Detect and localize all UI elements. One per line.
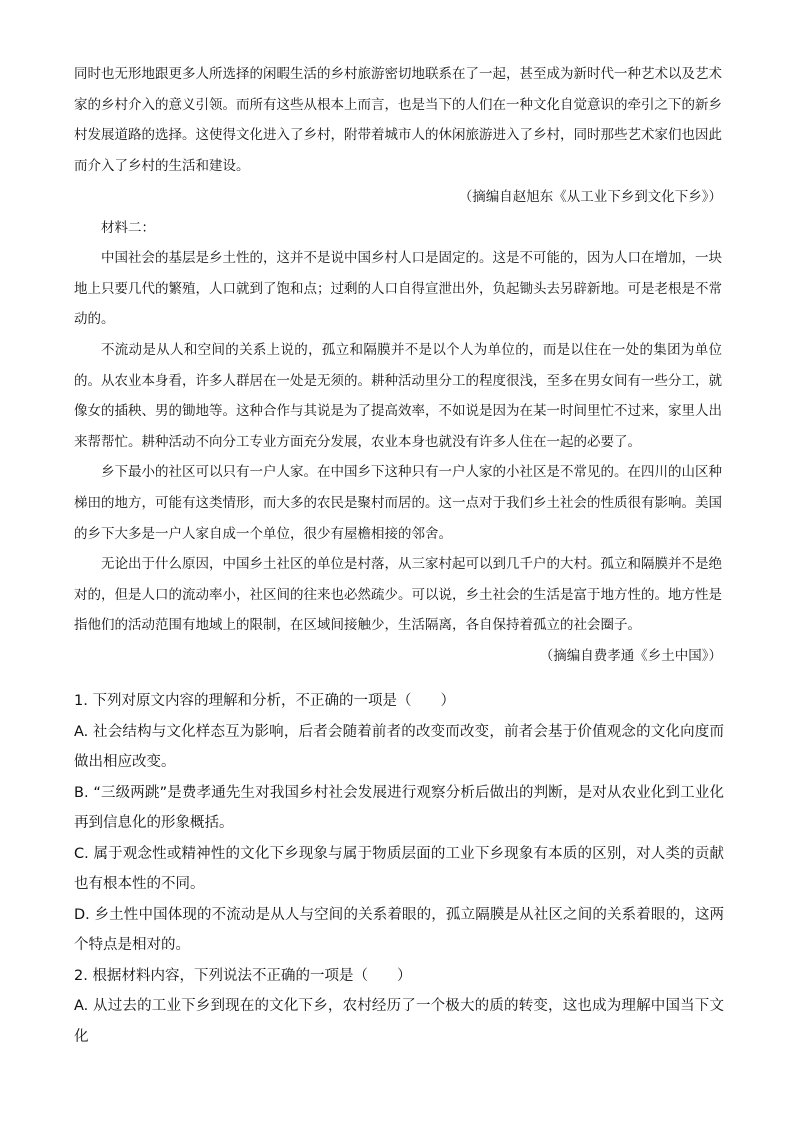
question-1-option-c: C. 属于观念性或精神性的文化下乡现象与属于物质层面的工业下乡现象有本质的区别，对人类的贡献也有根本性的不同。: [74, 845, 724, 892]
question-1-option-d: D. 乡土性中国体现的不流动是从人与空间的关系着眼的，孤立隔膜是从社区之间的关系着眼的，这两个特点是相对的。: [74, 906, 724, 953]
reading-passage: [74, 59, 722, 671]
question-2-stem: 2. 根据材料内容，下列说法不正确的一项是（ ）: [74, 967, 412, 984]
material2-paragraph-1: 中国社会的基层是乡土性的，这并不是说中国乡村人口是固定的。这是不可能的，因为人口在增加，一块地上只要几代的繁殖，人口就到了饱和点；过剩的人口自得宣泄出外，负起锄头去另辟新地。可是老根是不常动的。: [74, 250, 722, 328]
material2-paragraph-4: 无论出于什么原因，中国乡土社区的单位是村落，从三家村起可以到几千户的大村。孤立和隔膜并不是绝对的，但是人口的流动率小，社区间的往来也必然疏少。可以说，乡土社会的生活是富于地方性的。地方性是指他们的活动范围有地域上的限制，在区域间接触少，生活隔离，各自保持着孤立的社会圈子。: [74, 556, 722, 634]
material1-paragraph: 同时也无形地跟更多人所选择的闲暇生活的乡村旅游密切地联系在了一起，甚至成为新时代一种艺术以及艺术家的乡村介入的意义引领。而所有这些从根本上而言，也是当下的人们在一种文化自觉意识的牵引之下的新乡村发展道路的选择。这使得文化进入了乡村，附带着城市人的休闲旅游进入了乡村，同时那些艺术家们也因此而介入了乡村的生活和建设。: [74, 66, 722, 174]
material2-heading: 材料二：: [101, 219, 155, 236]
question-1-stem: 1. 下列对原文内容的理解和分析，不正确的一项是（ ）: [74, 693, 455, 709]
question-1-option-b: B. “三级两跳”是费孝通先生对我国乡村社会发展进行观察分析后做出的判断，是对从农业化到工业化再到信息化的形象概括。: [74, 784, 724, 831]
question-1-option-a: A. 社会结构与文化样态互为影响，后者会随着前者的改变而改变，前者会基于价值观念的文化向度而做出相应改变。: [74, 723, 724, 770]
material2-source: （摘编自费孝通《乡土中国》）: [539, 647, 722, 664]
material1-source: （摘编自赵旭东《从工业下乡到文化下乡》）: [458, 188, 722, 205]
question-section: [74, 686, 724, 1052]
question-2-option-a: A. 从过去的工业下乡到现在的文化下乡，农村经历了一个极大的质的转变，这也成为理解中国当下文化: [74, 998, 724, 1045]
material2-paragraph-2: 不流动是从人和空间的关系上说的，孤立和隔膜并不是以个人为单位的，而是以住在一处的集团为单位的。从农业本身看，许多人群居在一处是无须的。耕种活动里分工的程度很浅，至多在男女间有一些分工，就像女的插秧、男的锄地等。这种合作与其说是为了提高效率，不如说是因为在某一时间里忙不过来，家里人出来帮帮忙。耕种活动不向分工专业方面充分发展，农业本身也就没有许多人住在一起的必要了。: [74, 341, 722, 450]
material2-paragraph-3: 乡下最小的社区可以只有一户人家。在中国乡下这种只有一户人家的小社区是不常见的。在四川的山区种梯田的地方，可能有这类情形，而大多的农民是聚村而居的。这一点对于我们乡土社会的性质很有影响。美国的乡下大多是一户人家自成一个单位，很少有屋檐相接的邻舍。: [74, 464, 722, 542]
